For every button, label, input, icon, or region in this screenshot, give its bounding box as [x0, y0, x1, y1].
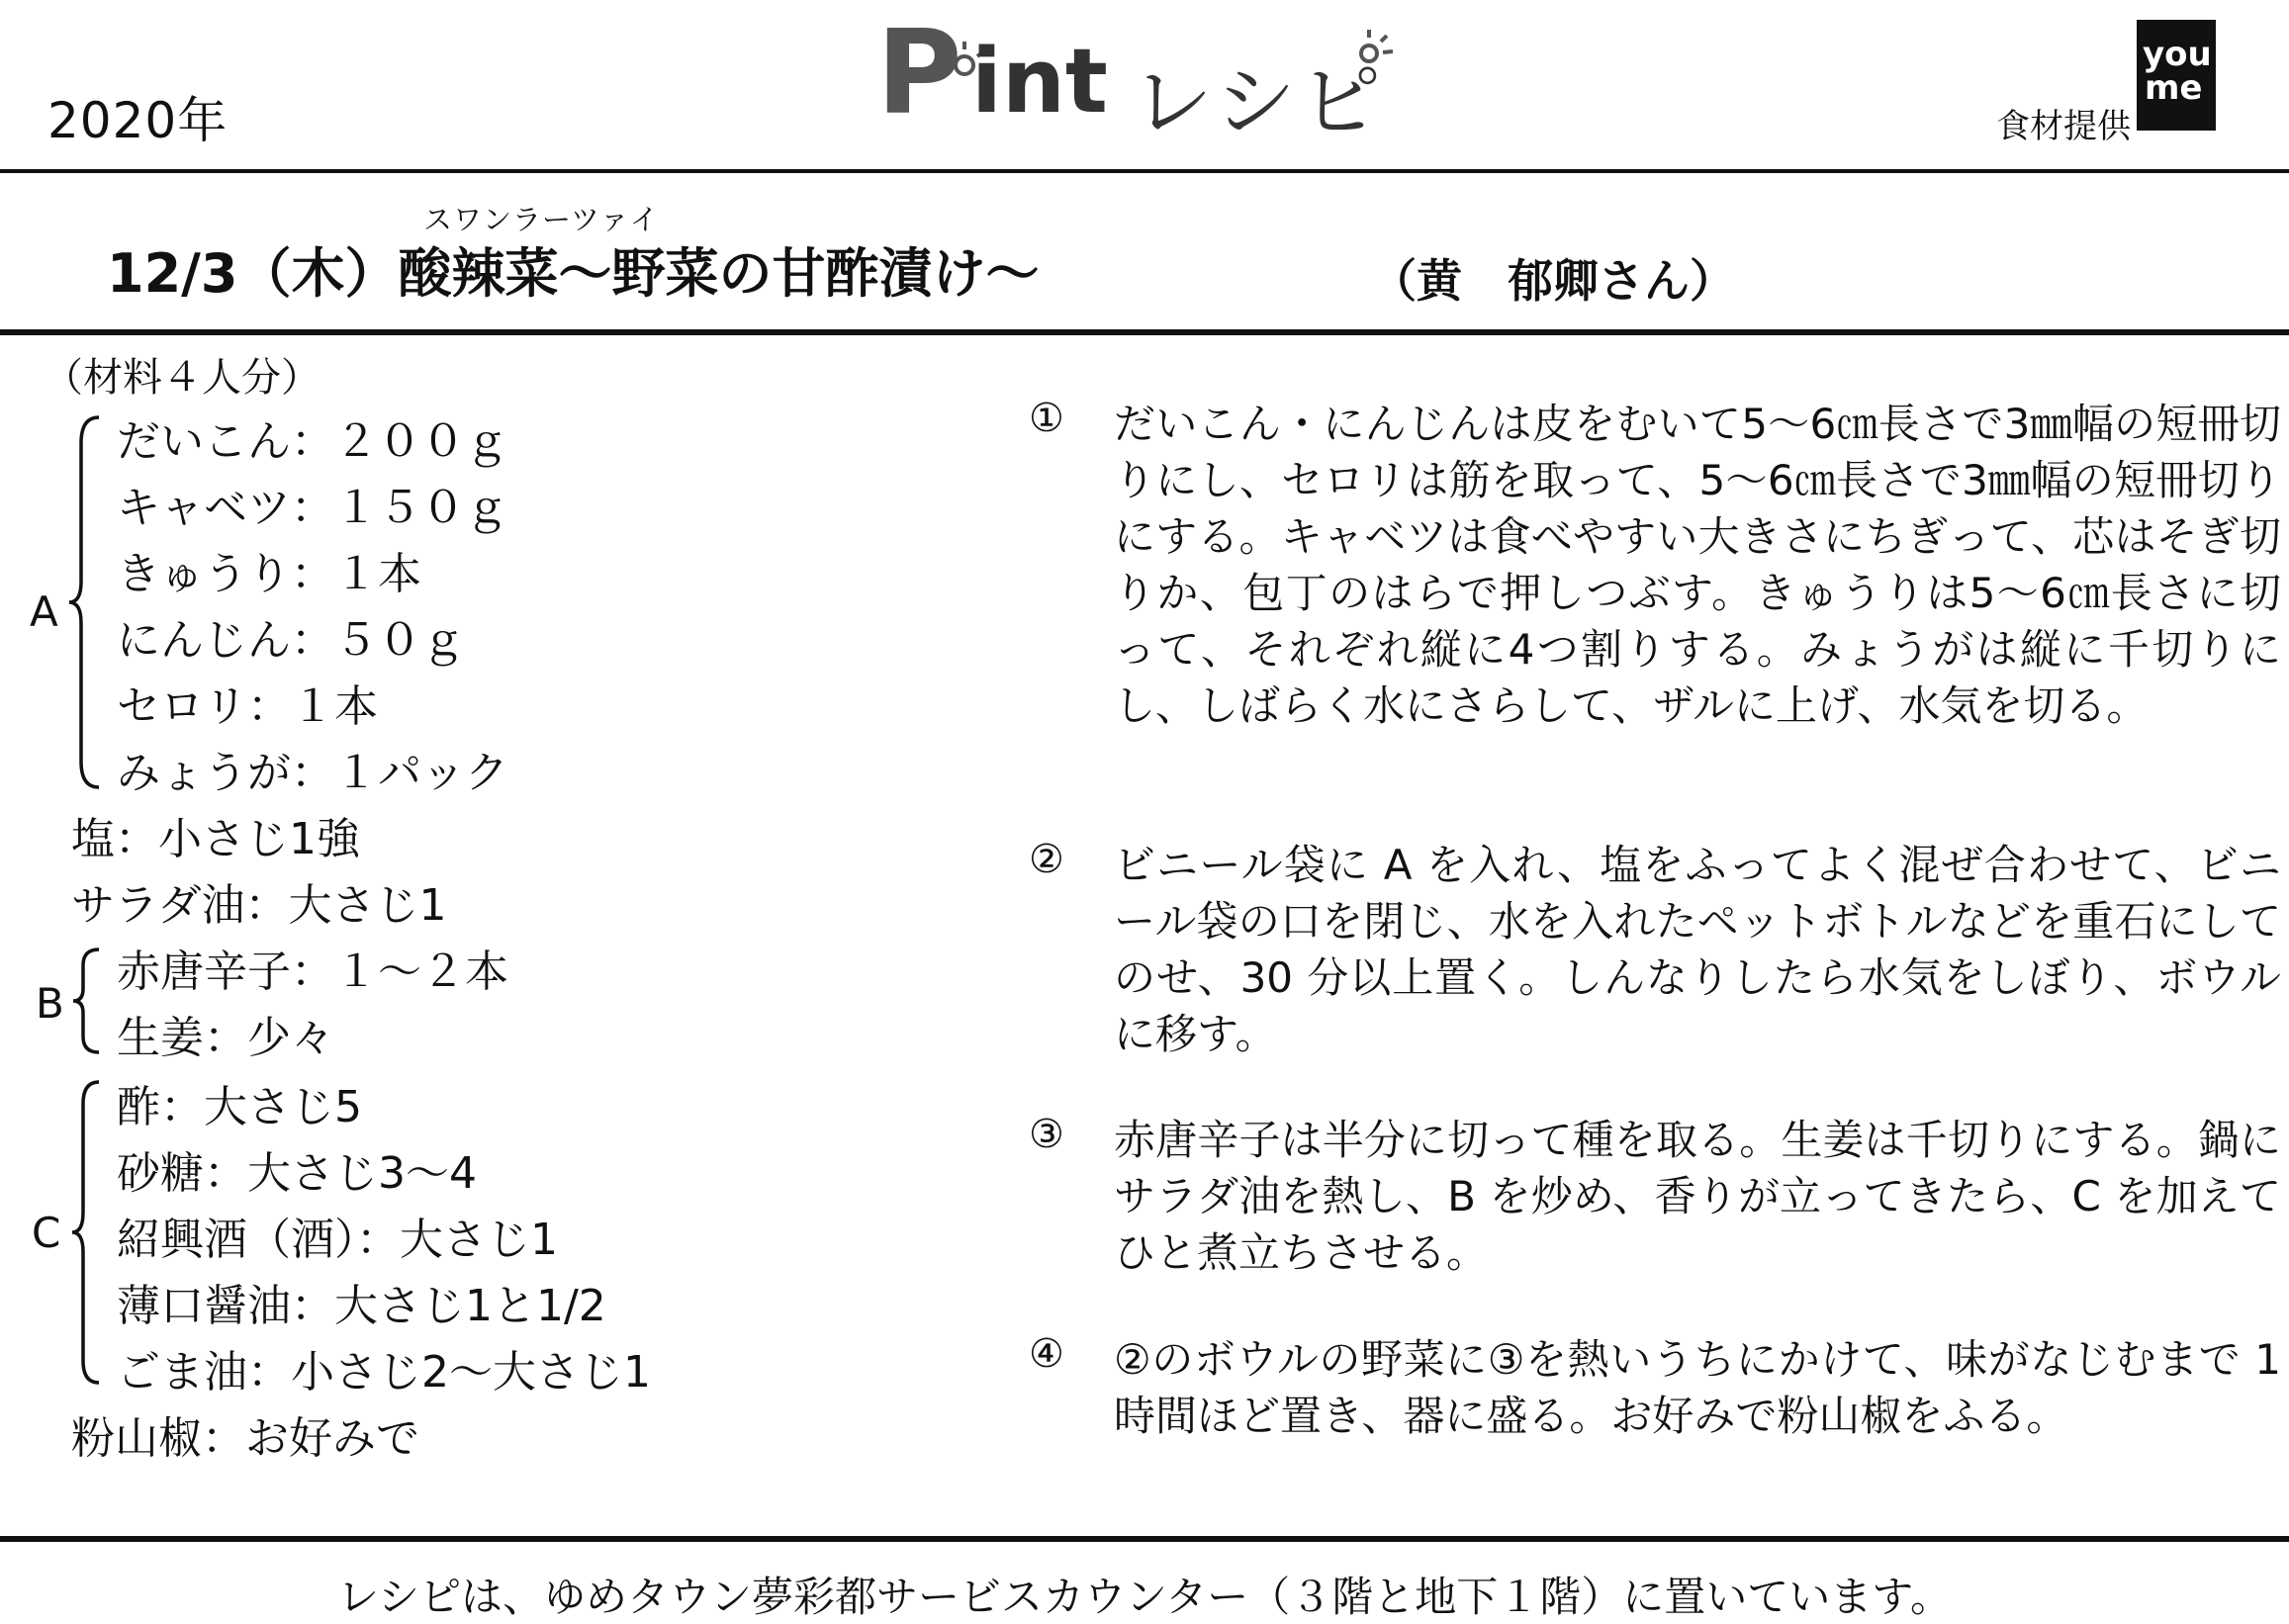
dish-reading: スワンラーツァイ	[423, 203, 660, 236]
dish-name: 酸辣菜～野菜の甘酢漬け～	[398, 242, 1040, 305]
portion-label: （材料４人分）	[44, 355, 320, 401]
year-label: 2020年	[47, 92, 229, 149]
step-number: ④	[1029, 1331, 1064, 1377]
ingredient-a-4: にんじん：５０ｇ	[117, 615, 465, 666]
ingredient-a-2: キャベツ：１５０ｇ	[117, 483, 508, 533]
step-text: ②のボウルの野菜に③を熱いうちにかけて、味がなじむまで 1 時間ほど置き、器に盛る。お好みで粉山椒をふる。	[1114, 1335, 2281, 1440]
logo-recipe-text: レシピ	[1132, 55, 1385, 149]
supplier-label: 食材提供	[1996, 107, 2131, 146]
ingredient-b-2: 生姜：少々	[117, 1013, 334, 1063]
logo-letter-p: P	[876, 4, 962, 140]
youme-logo-line2: me	[2145, 68, 2203, 108]
ingredient-c-2: 砂糖：大さじ3～4	[117, 1148, 477, 1199]
recipe-date: 12/3（木）	[107, 242, 399, 305]
group-b-brace	[67, 946, 103, 1056]
step-number: ①	[1029, 396, 1064, 441]
footer-note: レシピは、ゆめタウン夢彩都サービスカウンター（３階と地下１階）に置いています。	[337, 1573, 1952, 1621]
ingredient-c-1: 酢：大さじ5	[117, 1082, 362, 1132]
youme-logo	[2137, 20, 2216, 131]
step-4	[1029, 1331, 2281, 1509]
ingredient-salt: 塩：小さじ1強	[71, 814, 360, 864]
ingredient-c-3: 紹興酒（酒）：大さじ1	[117, 1215, 558, 1265]
ingredient-a-5: セロリ：１本	[117, 681, 378, 732]
group-a-label: A	[30, 587, 58, 636]
step-2	[1029, 837, 2281, 1064]
youme-logo-line1: you	[2143, 35, 2212, 74]
step-text: ビニール袋に A を入れ、塩をふってよく混ぜ合わせて、ビニール袋の口を閉じ、水を入れたペットボトルなどを重石にしてのせ、30 分以上置く。しんなりしたら水気をしぼり、ボウルに移す。	[1114, 841, 2281, 1058]
step-3	[1029, 1112, 2281, 1290]
ingredient-a-6: みょうが：１パック	[117, 748, 508, 798]
recipe-title	[107, 231, 1039, 308]
step-number: ③	[1029, 1112, 1064, 1157]
group-b-label: B	[36, 979, 64, 1028]
group-c-label: C	[32, 1209, 61, 1257]
pint-recipe-logo	[876, 0, 1430, 148]
ingredient-a-3: きゅうり：１本	[117, 549, 421, 599]
step-number: ②	[1029, 837, 1064, 882]
ingredient-c-5: ごま油：小さじ2～大さじ1	[117, 1347, 651, 1398]
group-a-brace	[63, 413, 103, 791]
step-text: 赤唐辛子は半分に切って種を取る。生姜は千切りにする。鍋にサラダ油を熱し、B を炒め、香りが立ってきたら、C を加えてひと煮立ちさせる。	[1114, 1116, 2281, 1277]
ingredient-salad-oil: サラダ油：大さじ1	[71, 880, 447, 931]
header-divider	[0, 169, 2289, 173]
ingredient-b-1: 赤唐辛子：１～２本	[117, 947, 508, 997]
title-divider	[0, 329, 2289, 335]
logo-int-text: int	[971, 30, 1108, 134]
ingredient-c-4: 薄口醤油：大さじ1と1/2	[117, 1281, 606, 1331]
footer-divider	[0, 1536, 2289, 1542]
step-1	[1029, 396, 2281, 791]
sparkle-icon	[1347, 24, 1397, 73]
ingredient-sansho: 粉山椒：お好みで	[71, 1413, 419, 1464]
recipe-author: （黄 郁卿さん）	[1371, 254, 1735, 308]
ingredient-a-1: だいこん：２００ｇ	[117, 416, 508, 467]
group-c-brace	[67, 1078, 103, 1387]
step-text: だいこん・にんじんは皮をむいて5～6㎝長さで3㎜幅の短冊切りにし、セロリは筋を取って、5～6㎝長さで3㎜幅の短冊切りにする。キャベツは食べやすい大きさにちぎって、芯はそぎ切りか、包丁のはらで押しつぶす。きゅうりは5～6㎝長さに切って、それぞれ縦に4つ割りする。みょうがは縦に千切りにし、しばらく水にさらして、ザルに上げ、水気を切る。	[1114, 400, 2281, 730]
